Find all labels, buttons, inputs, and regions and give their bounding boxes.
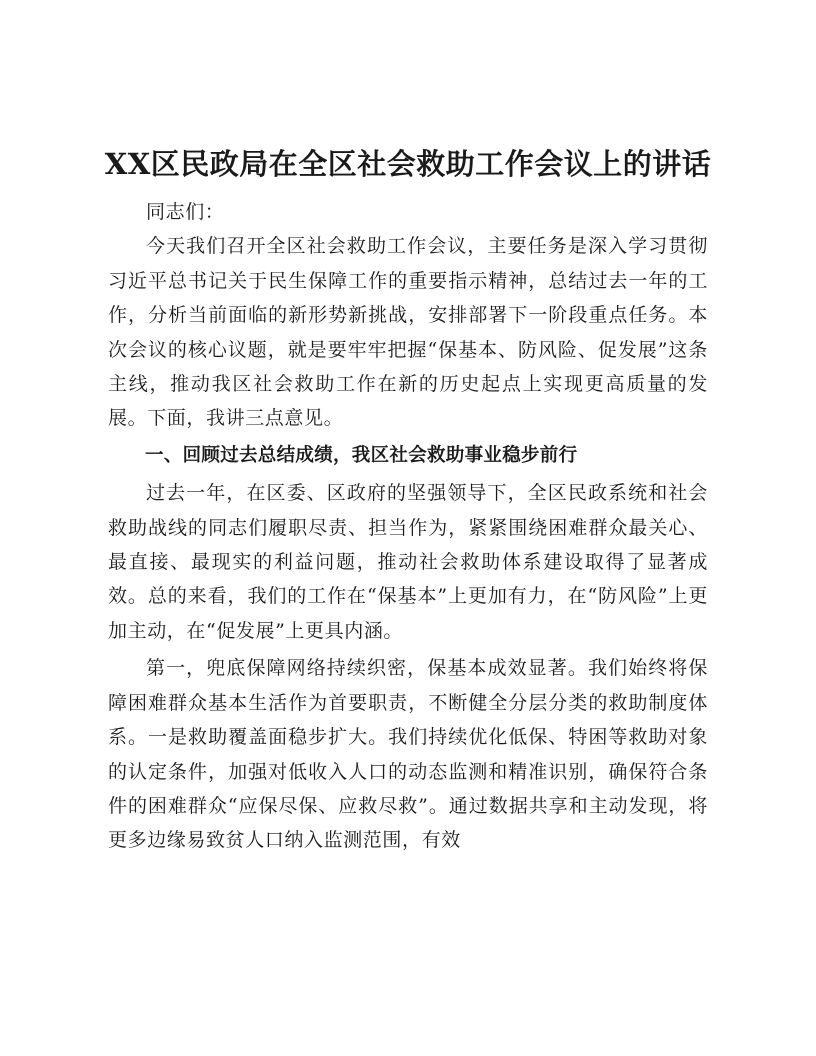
document-title: XX区民政局在全区社会救助工作会议上的讲话 bbox=[104, 147, 712, 181]
first-point-paragraph: 第一，兜底保障网络持续织密，保基本成效显著。我们始终将保障困难群众基本生活作为首要职责，不断健全分层分类的救助制度体系。一是救助覆盖面稳步扩大。我们持续优化低保、特困等救助对象的认定条件，加强对低收入人口的动态监测和精准识别，确保符合条件的困难群众“应保尽保、应救尽救”。通过数据共享和主动发现，将更多边缘易致贫人口纳入监测范围，有效 bbox=[108, 657, 708, 852]
section-heading: 一、回顾过去总结成绩，我区社会救助事业稳步前行 bbox=[145, 444, 578, 466]
review-paragraph: 过去一年，在区委、区政府的坚强领导下，全区民政系统和社会救助战线的同志们履职尽责、担当作为，紧紧围绕困难群众最关心、最直接、最现实的利益问题，推动社会救助体系建设取得了显著成效。总的来看，我们的工作在“保基本”上更加有力，在“防风险”上更加主动，在“促发展”上更具内涵。 bbox=[108, 482, 708, 642]
intro-paragraph: 今天我们召开全区社会救助工作会议，主要任务是深入学习贯彻习近平总书记关于民生保障工作的重要指示精神，总结过去一年的工作，分析当前面临的新形势新挑战，安排部署下一阶段重点任务。本次会议的核心议题，就是要牢牢把握“保基本、防风险、促发展”这条主线，推动我区社会救助工作在新的历史起点上实现更高质量的发展。下面，我讲三点意见。 bbox=[108, 235, 708, 430]
document-body bbox=[108, 195, 708, 858]
salutation-paragraph: 同志们： bbox=[146, 201, 225, 223]
